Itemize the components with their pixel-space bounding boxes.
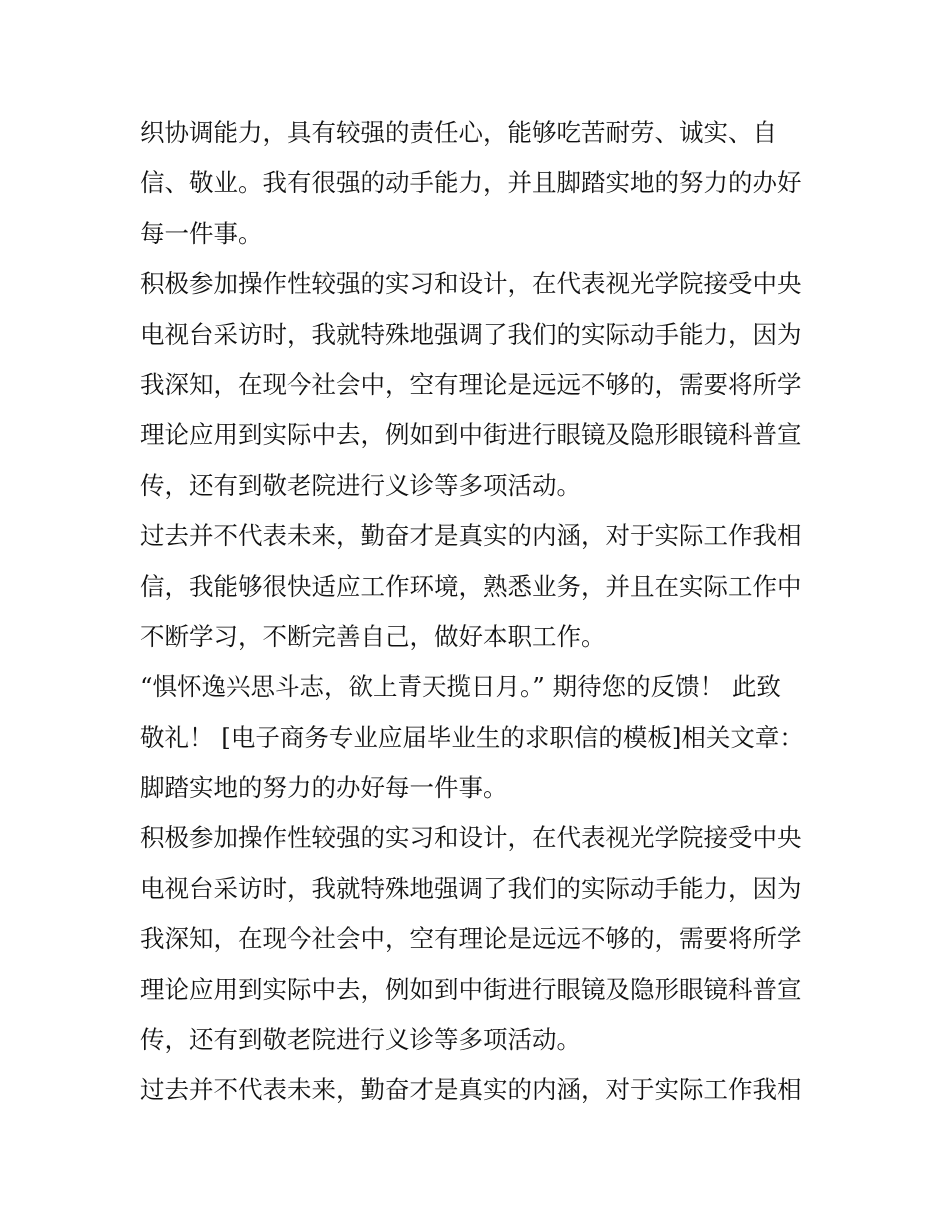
text-line: 每一件事。 <box>140 218 263 248</box>
text-line: 信，我能够很快适应工作环境，熟悉业务，并且在实际工作中 <box>140 571 802 601</box>
document-body <box>140 108 820 1116</box>
text-line: 过去并不代表未来，勤奋才是真实的内涵，对于实际工作我相 <box>140 1075 802 1105</box>
text-line: 电视台采访时，我就特殊地强调了我们的实际动手能力，因为 <box>140 873 802 903</box>
text-line: 脚踏实地的努力的办好每一件事。 <box>140 773 508 803</box>
text-line: 积极参加操作性较强的实习和设计，在代表视光学院接受中央 <box>140 823 802 853</box>
text-line: 我深知，在现今社会中，空有理论是远远不够的，需要将所学 <box>140 924 802 954</box>
text-line: 电视台采访时，我就特殊地强调了我们的实际动手能力，因为 <box>140 319 802 349</box>
text-line: 理论应用到实际中去，例如到中街进行眼镜及隐形眼镜科普宣 <box>140 974 802 1004</box>
text-line: 不断学习，不断完善自己，做好本职工作。 <box>140 621 606 651</box>
text-line: 理论应用到实际中去，例如到中街进行眼镜及隐形眼镜科普宣 <box>140 420 802 450</box>
text-line: 传，还有到敬老院进行义诊等多项活动。 <box>140 470 581 500</box>
text-line: 织协调能力，具有较强的责任心，能够吃苦耐劳、诚实、自 <box>140 118 777 147</box>
text-line: 我深知，在现今社会中，空有理论是远远不够的，需要将所学 <box>140 369 802 399</box>
text-line: 积极参加操作性较强的实习和设计，在代表视光学院接受中央 <box>140 269 802 299</box>
text-line: 信、敬业。我有很强的动手能力，并且脚踏实地的努力的办好 <box>140 168 802 198</box>
text-line: “惧怀逸兴思斗志，欲上青天揽日月。” 期待您的反馈！ 此致 <box>140 672 781 702</box>
text-line: 敬礼！ [电子商务专业应届毕业生的求职信的模板]相关文章： <box>140 722 804 752</box>
text-line: 过去并不代表未来，勤奋才是真实的内涵，对于实际工作我相 <box>140 521 802 551</box>
text-line: 传，还有到敬老院进行义诊等多项活动。 <box>140 1025 581 1055</box>
